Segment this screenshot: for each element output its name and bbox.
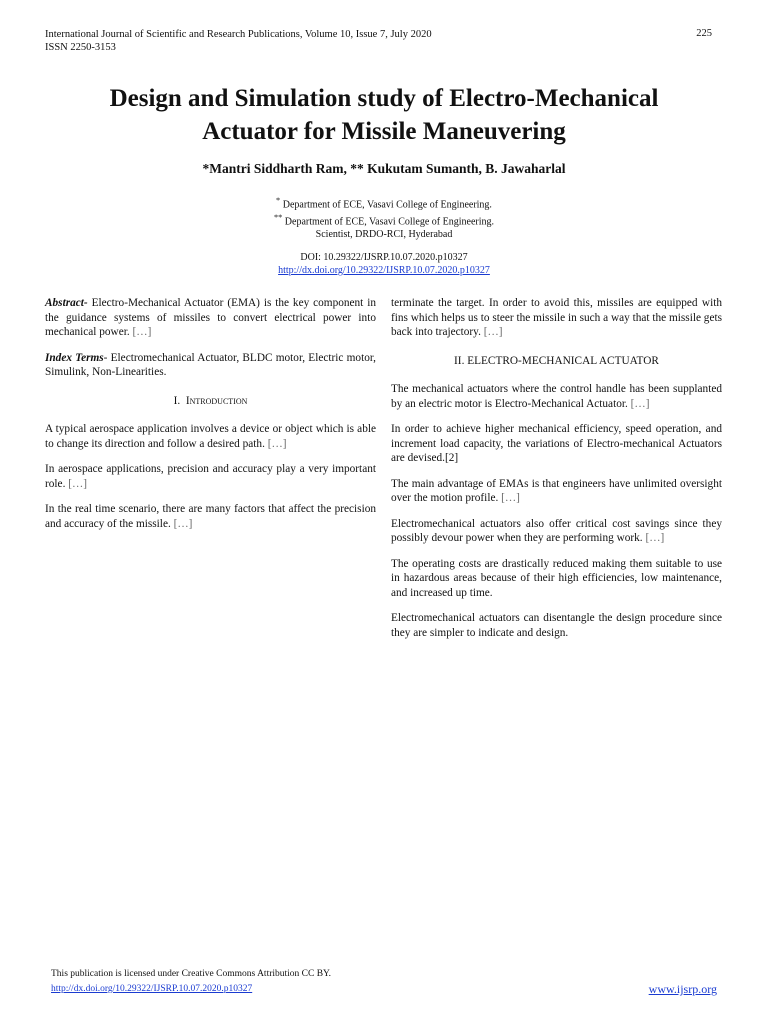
ema-paragraph-1: The mechanical actuators where the control handle has been supplanted by an electric motor is Electro-Mechanical Actuator. […] (391, 383, 722, 410)
intro-paragraph-2: In aerospace applications, precision and accuracy play a very important role. […] (45, 463, 376, 490)
affiliations (0, 195, 768, 241)
ema-paragraph-4: Electromechanical actuators also offer critical cost savings since they possibly devour power when they are performing work. […] (391, 517, 722, 544)
section-2-heading: II. ELECTRO-MECHANICAL ACTUATOR (454, 354, 659, 367)
affiliation-2: ** Department of ECE, Vasavi College of Engineering. (273, 212, 495, 228)
left-column (45, 296, 376, 531)
license-note: This publication is licensed under Creative Commons Attribution CC BY. (51, 969, 332, 979)
affiliation-3: Scientist, DRDO-RCI, Hyderabad (315, 228, 453, 240)
page-number: 225 (696, 28, 712, 39)
paper-title (0, 82, 768, 148)
footer-doi-link[interactable]: http://dx.doi.org/10.29322/IJSRP.10.07.2020.p10327 (51, 984, 253, 994)
ema-paragraph-6: Electromechanical actuators can disentangle the design procedure since they are simpler to indicate and design. (391, 612, 722, 639)
affiliation-1: * Department of ECE, Vasavi College of Engineering. (276, 196, 492, 211)
footer (51, 967, 331, 997)
index-terms-label: Index Terms (45, 351, 104, 364)
intro-continuation: terminate the target. In order to avoid this, missiles are equipped with fins which helps us to steer the missile in such a way that the missile gets back into trajectory. […] (391, 297, 723, 338)
intro-paragraph-1: A typical aerospace application involves a device or object which is able to change its direction and follow a desired path. […] (45, 423, 376, 450)
title-line-2: Actuator for Missile Maneuvering (202, 118, 566, 145)
ema-paragraph-5: The operating costs are drastically reduced making them suitable to use in hazardous areas because of their high efficiencies, low maintenance, and increased up time. (391, 557, 722, 599)
doi-block (0, 251, 768, 277)
doi-link[interactable]: http://dx.doi.org/10.29322/IJSRP.10.07.2020.p10327 (278, 265, 490, 276)
running-head (45, 28, 432, 54)
affiliation-1-mark: * (276, 196, 281, 205)
section-1-heading: I. Introduction (173, 394, 248, 407)
ema-paragraph-2: In order to achieve higher mechanical efficiency, speed operation, and increment load capacity, the variations of Electro-mechanical Actuators are devised.[2] (391, 423, 722, 464)
issn: ISSN 2250-3153 (45, 42, 116, 53)
abstract-label: Abstract- (45, 297, 88, 309)
journal-citation: International Journal of Scientific and Research Publications, Volume 10, Issue 7, July 2020 (45, 29, 432, 40)
author-list: *Mantri Siddharth Ram, ** Kukutam Sumanth, B. Jawaharlal (202, 161, 566, 176)
ema-paragraph-3: The main advantage of EMAs is that engineers have unlimited oversight over the motion profile. […] (391, 477, 722, 504)
journal-site-link[interactable]: www.ijsrp.org (648, 982, 717, 996)
intro-paragraph-3: In the real time scenario, there are many factors that affect the precision and accuracy of the missile. […] (45, 503, 376, 530)
title-line-1: Design and Simulation study of Electro-Mechanical (109, 85, 659, 112)
doi-text: DOI: 10.29322/IJSRP.10.07.2020.p10327 (300, 252, 468, 263)
abstract: Abstract- Electro-Mechanical Actuator (EMA) is the key component in the guidance systems of missiles to convert electrical power into mechanical power. […] (45, 297, 376, 338)
index-terms: Index Terms- Electromechanical Actuator, BLDC motor, Electric motor, Simulink, Non-Linearities. (45, 351, 376, 378)
affiliation-2-mark: ** (273, 212, 283, 222)
right-column (391, 296, 722, 640)
